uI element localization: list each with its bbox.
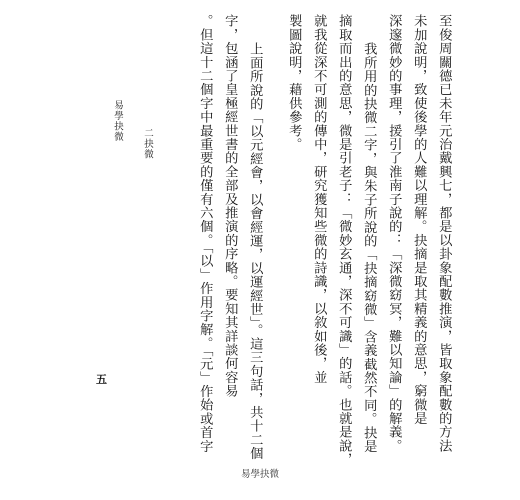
margin-book-title: 易學抉微 xyxy=(112,100,123,142)
text-column-5: 摘取而出的意思，微是引老子：「微妙玄通，深不可識」的話。也就是說， xyxy=(336,14,352,467)
text-column-7: 製圖說明，藉供參考。 xyxy=(286,14,302,151)
text-column-1: 至俊周關德已未年元治戴興七，都是以卦象配數推演，皆取象配數的方法 xyxy=(436,14,452,453)
page-number: 五 xyxy=(96,373,107,386)
text-column-10: 。但這十二個字中最重要的僅有六個。「以」作用字解。「元」作始或首字 xyxy=(197,14,213,453)
text-column-4: 我所用的抉微二字，與朱子所說的「抉摘窈微」含義截然不同。抉是 xyxy=(361,42,377,453)
text-column-3: 深邃微妙的事理，援引了淮南子說的：「深微窈冥，難以知論」的解義。 xyxy=(386,14,402,453)
margin-section-label: 二抉微 xyxy=(142,128,153,160)
text-column-8: 上面所說的「以元經會，以會經運，以運經世」。這三句話，共十二個 xyxy=(247,42,263,461)
text-column-2: 未加說明，致使後學的人難以理解。抉摘是取其精義的意思，窮微是 xyxy=(411,14,427,425)
text-column-6: 就我從深不可測的傳中，研究獲知些微的詩識，以敘如後，並 xyxy=(311,14,327,384)
text-column-9: 字，包涵了皇極經世書的全部及推演的序略。要知其詳談何容易 xyxy=(222,14,238,398)
footer-title: 易學抉微 xyxy=(240,469,279,480)
